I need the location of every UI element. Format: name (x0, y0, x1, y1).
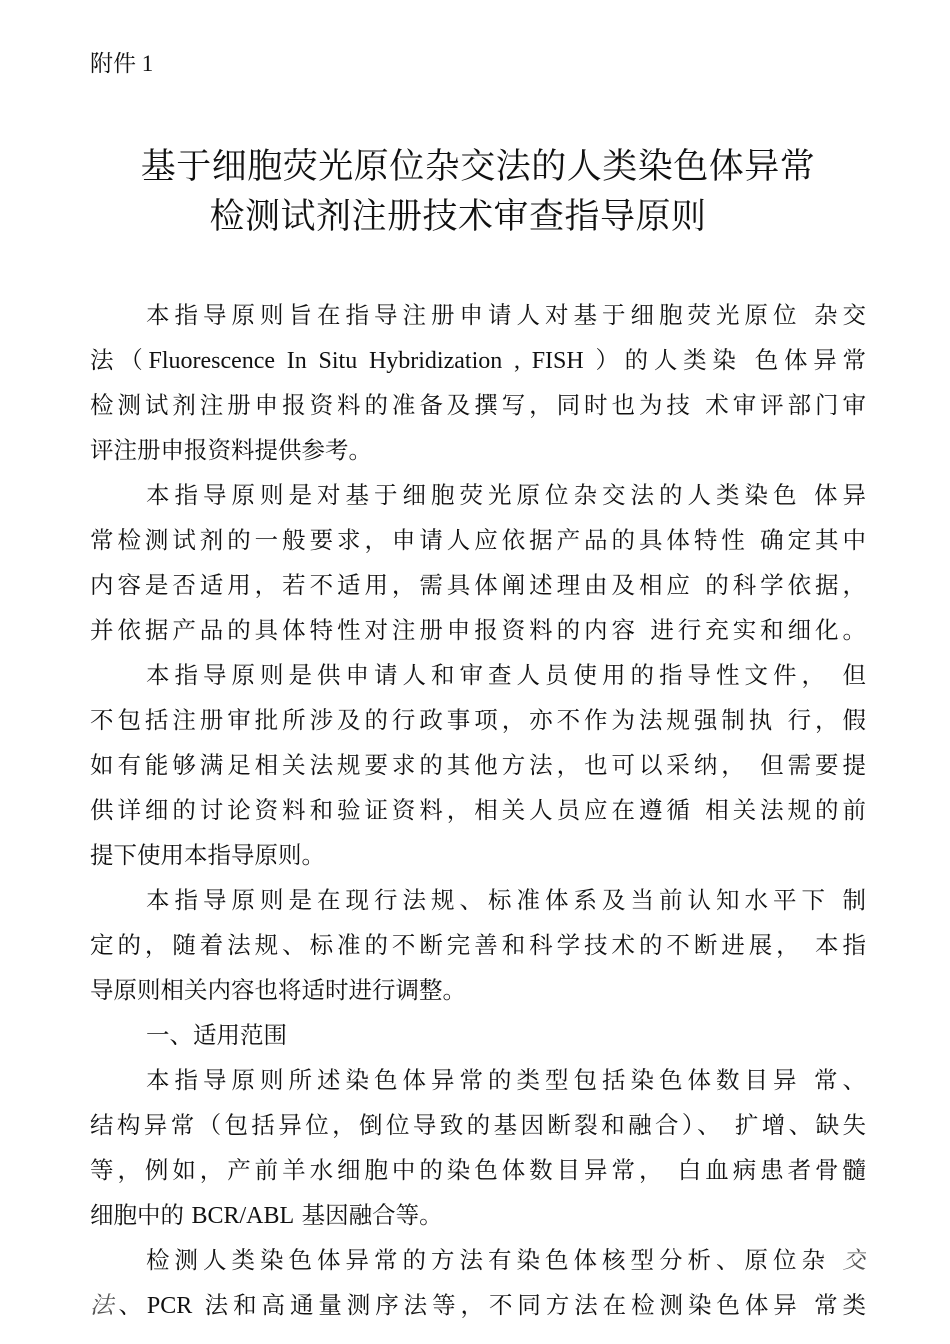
text-span: 检测人类染色体异常的方法有染色体核型分析、原位杂 (146, 1246, 843, 1274)
paragraph-1-line-4: 评注册申报资料提供参考。 (90, 436, 372, 464)
title-line-1: 基于细胞荧光原位杂交法的人类染色体异常 (140, 147, 816, 187)
title-line-2: 检测试剂注册技术审查指导原则 (209, 197, 707, 237)
italic-char: 法 (90, 1291, 119, 1319)
paragraph-2-line-2: 常检测试剂的一般要求，申请人应依据产品的具体特性 确定其中 (90, 526, 866, 554)
paragraph-5-line-1: 本指导原则所述染色体异常的类型包括染色体数目异 常、 (146, 1066, 866, 1094)
text-span: 基因融合等。 (294, 1201, 443, 1229)
paragraph-5-line-4 (90, 1193, 866, 1238)
paragraph-2-line-4: 并依据产品的具体特性对注册申报资料的内容 进行充实和细化。 (90, 616, 866, 644)
paragraph-3-line-3: 如有能够满足相关法规要求的其他方法，也可以采纳， 但需要提 (90, 751, 866, 779)
latin-term: BCR/ABL (191, 1203, 295, 1229)
text-span: 、 (118, 1291, 147, 1319)
attachment-label: 附件 1 (90, 51, 154, 76)
paragraph-4-line-3: 导原则相关内容也将适时进行调整。 (90, 976, 466, 1004)
paragraph-5-line-2: 结构异常（包括异位，倒位导致的基因断裂和融合）、 扩增、缺失 (90, 1111, 866, 1139)
paragraph-5-line-3: 等，例如，产前羊水细胞中的染色体数目异常， 白血病患者骨髓 (90, 1156, 866, 1184)
paragraph-3-line-5: 提下使用本指导原则。 (90, 841, 325, 869)
section-heading-scope: 一、适用范围 (146, 1021, 287, 1049)
text-span: 法和高通量测序法等，不同方法在检测染色体异 常类 (192, 1291, 866, 1319)
paragraph-1-line-3: 检测试剂注册申报资料的准备及撰写，同时也为技 术审评部门审 (90, 391, 866, 419)
paragraph-6-line-2 (90, 1283, 866, 1328)
paragraph-1-line-1: 本指导原则旨在指导注册申请人对基于细胞荧光原位 杂交 (146, 301, 866, 329)
paragraph-6-line-1 (90, 1238, 866, 1283)
document-title (88, 142, 868, 242)
paragraph-1-line-2 (90, 338, 866, 383)
latin-term: Fluorescence In Situ Hybridization , FISH (148, 348, 596, 374)
paragraph-3-line-4: 供详细的讨论资料和验证资料，相关人员应在遵循 相关法规的前 (90, 796, 866, 824)
paragraph-3-line-2: 不包括注册审批所涉及的行政事项，亦不作为法规强制执 行，假 (90, 706, 866, 734)
paragraph-4-line-1: 本指导原则是在现行法规、标准体系及当前认知水平下 制 (146, 886, 866, 914)
paragraph-2-line-1: 本指导原则是对基于细胞荧光原位杂交法的人类染色 体异 (146, 481, 866, 509)
text-span: 法（ (90, 346, 149, 374)
document-body (90, 293, 866, 1328)
latin-term: PCR (146, 1293, 193, 1319)
paragraph-4-line-2: 定的，随着法规、标准的不断完善和科学技术的不断进展， 本指 (90, 931, 866, 959)
text-span: 细胞中的 (90, 1201, 192, 1229)
paragraph-2-line-3: 内容是否适用，若不适用，需具体阐述理由及相应 的科学依据， (90, 571, 866, 599)
italic-char: 交 (842, 1246, 866, 1274)
paragraph-3-line-1: 本指导原则是供申请人和审查人员使用的指导性文件， 但 (146, 661, 866, 689)
text-span: ）的人类染 色体异常 (595, 346, 866, 374)
